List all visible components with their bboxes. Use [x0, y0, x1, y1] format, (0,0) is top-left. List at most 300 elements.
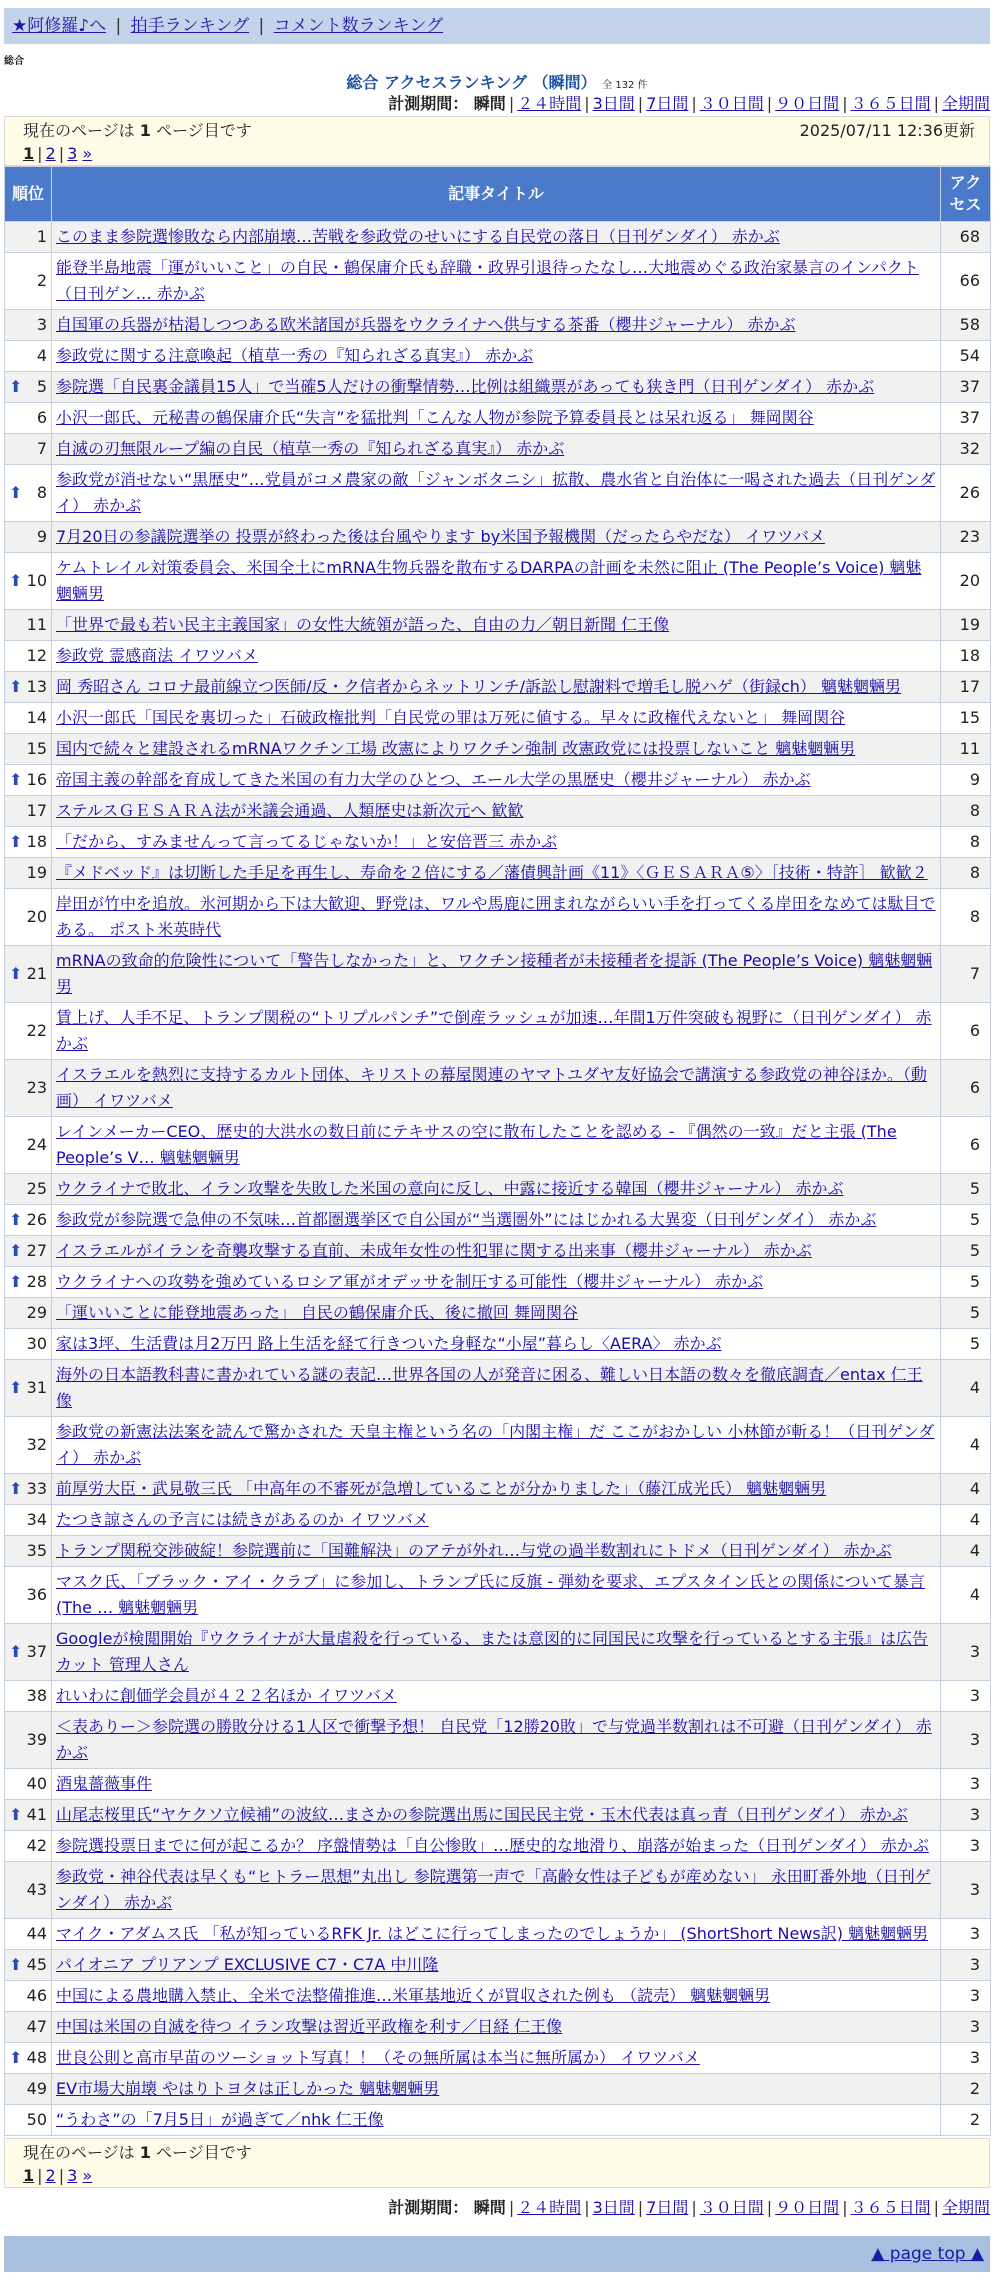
period-link-3[interactable]: ３０日間 [699, 2198, 764, 2217]
table-row [5, 1329, 991, 1360]
rank-cell [5, 1174, 52, 1205]
article-link[interactable]: mRNAの致命的危険性について「警告しなかった」と、ワクチン接種者が未接種者を提訴 (The People’s Voice) 魑魅魍魎男 [56, 951, 933, 996]
rank-cell [5, 403, 52, 434]
period-link-6[interactable]: 全期間 [941, 2198, 990, 2217]
table-row [5, 2012, 991, 2043]
table-row [5, 1800, 991, 1831]
page-current: 1 [23, 144, 35, 163]
table-row [5, 2105, 991, 2136]
article-link[interactable]: 能登半島地震「運がいいこと」の自民・鶴保庸介氏も辞職・政界引退待ったなし…大地震めぐる政治家暴言のインパクト（日刊ゲン… 赤かぶ [56, 258, 919, 303]
page-title-text: 総合 アクセスランキング （瞬間） [346, 73, 597, 92]
rank-number: 17 [26, 801, 47, 820]
access-count: 3 [941, 2012, 991, 2043]
access-count: 5 [941, 1205, 991, 1236]
access-count: 5 [941, 1329, 991, 1360]
title-cell [52, 465, 941, 522]
table-row [5, 1712, 991, 1769]
page-link-2[interactable]: 2 [45, 2166, 56, 2185]
rank-number: 12 [26, 646, 47, 665]
rank-number: 26 [26, 1210, 47, 1229]
period-link-1[interactable]: 3日間 [592, 2198, 635, 2217]
rank-cell [5, 1831, 52, 1862]
rank-cell [5, 1681, 52, 1712]
updated-timestamp: 2025/07/11 12:36更新 [799, 121, 975, 140]
article-link[interactable]: 参政党が消せない“黒歴史”…党員がコメ農家の敵「ジャンボタニシ」拡散、農水省と自治体に一喝された過去（日刊ゲンダイ） 赤かぶ [56, 470, 936, 515]
table-row [5, 1360, 991, 1417]
rank-cell [5, 465, 52, 522]
rank-number: 38 [26, 1686, 47, 1705]
article-link[interactable]: 中国による農地購入禁止、全米で法整備推進…米軍基地近くが買収された例も （読売） 魑魅魍魎男 [56, 1986, 771, 2005]
rank-number: 3 [36, 315, 47, 334]
article-link[interactable]: パイオニア プリアンプ EXCLUSIVE C7・C7A 中川隆 [56, 1955, 439, 1974]
page-next-link[interactable]: » [82, 2166, 93, 2185]
page-separator: | [37, 144, 43, 163]
article-link[interactable]: 参政党に関する注意喚起（植草一秀の『知られざる真実』） 赤かぶ [56, 346, 534, 365]
period-link-4[interactable]: ９０日間 [775, 2198, 840, 2217]
period-link-3[interactable]: ３０日間 [699, 94, 764, 113]
rank-number: 24 [26, 1135, 47, 1154]
table-row [5, 1950, 991, 1981]
title-cell [52, 522, 941, 553]
rank-cell [5, 1329, 52, 1360]
page-link-3[interactable]: 3 [67, 2166, 78, 2185]
article-link[interactable]: 自国軍の兵器が枯渇しつつある欧米諸国が兵器をウクライナへ供与する茶番（櫻井ジャーナル） 赤かぶ [56, 315, 796, 334]
table-row [5, 765, 991, 796]
rank-cell [5, 889, 52, 946]
rank-number: 7 [36, 439, 47, 458]
rank-cell [5, 1474, 52, 1505]
period-separator: | [584, 2198, 590, 2217]
period-link-0[interactable]: ２４時間 [517, 2198, 582, 2217]
article-link[interactable]: 中国は米国の自滅を待つ イラン攻撃は習近平政権を利す／日経 仁王像 [56, 2017, 563, 2036]
page-next-link[interactable]: » [82, 144, 93, 163]
article-link[interactable]: 参院選投票日までに何が起こるか？ 序盤情勢は「自公惨敗」…歴史的な地滑り、崩落が始まった（日刊ゲンダイ） 赤かぶ [56, 1836, 929, 1855]
title-cell [52, 310, 941, 341]
period-separator: | [933, 94, 939, 113]
title-cell [52, 1919, 941, 1950]
access-count: 5 [941, 1267, 991, 1298]
article-link[interactable]: 家は3坪、生活費は月2万円 路上生活を経て行きついた身軽な“小屋”暮らし〈AERA〉 赤かぶ [56, 1334, 722, 1353]
article-link[interactable]: マスク氏、「ブラック・アイ・クラブ」に参加し、トランプ氏に反旗 - 弾劾を要求、エプスタイン氏との関係について暴言 (The … 魑魅魍魎男 [56, 1572, 925, 1617]
rank-number: 6 [36, 408, 47, 427]
period-separator: | [584, 94, 590, 113]
period-link-1[interactable]: 3日間 [592, 94, 635, 113]
period-link-6[interactable]: 全期間 [941, 94, 990, 113]
article-link[interactable]: れいわに創価学会員が４２２名ほか イワツバメ [56, 1686, 397, 1705]
rank-number: 19 [26, 863, 47, 882]
rank-cell [5, 222, 52, 253]
article-link[interactable]: ＜表ありー＞参院選の勝敗分ける1人区で衝撃予想！ 自民党「12勝20敗」で与党過半数割れは不可避（日刊ゲンダイ） 赤かぶ [56, 1717, 932, 1762]
pagination-box-bottom [4, 2138, 990, 2188]
period-link-2[interactable]: 7日間 [646, 94, 689, 113]
rank-cell [5, 1536, 52, 1567]
rank-number: 27 [26, 1241, 47, 1260]
table-row [5, 1769, 991, 1800]
article-link[interactable]: 7月20日の参議院選挙の 投票が終わった後は台風やります by米国予報機関（だったらやだな） イワツバメ [56, 527, 825, 546]
access-count: 3 [941, 1800, 991, 1831]
title-cell [52, 222, 941, 253]
access-count: 2 [941, 2074, 991, 2105]
access-count: 3 [941, 1712, 991, 1769]
access-count: 68 [941, 222, 991, 253]
article-link[interactable]: 参政党が参院選で急伸の不気味…首都圏選挙区で自公国が“当選圏外”にはじかれる大異変（日刊ゲンダイ） 赤かぶ [56, 1210, 877, 1229]
access-count: 19 [941, 610, 991, 641]
rank-cell [5, 1769, 52, 1800]
rank-number: 47 [26, 2017, 47, 2036]
article-link[interactable]: 参政党の新憲法法案を読んで驚かされた 天皇主権という名の「内閣主権」だ ここがおかしい 小林節が斬る！（日刊ゲンダイ） 赤かぶ [56, 1422, 935, 1467]
article-link[interactable]: 海外の日本語教科書に書かれている謎の表記…世界各国の人が発音に困る、難しい日本語の数々を徹底調査／entax 仁王像 [56, 1365, 923, 1410]
rank-cell [5, 1950, 52, 1981]
page-separator: | [37, 2166, 43, 2185]
rank-up-arrow-icon: ⬆ [9, 1642, 23, 1661]
rank-cell [5, 1919, 52, 1950]
article-link[interactable]: 岸田が竹中を追放。氷河期から下は大歓迎、野党は、ワルや馬鹿に囲まれながらいい手を打ってくる岸田をなめては駄目である。 ポスト米英時代 [56, 894, 936, 939]
table-row [5, 372, 991, 403]
title-cell [52, 734, 941, 765]
access-count: 32 [941, 434, 991, 465]
access-count: 37 [941, 403, 991, 434]
article-link[interactable]: 国内で続々と建設されるmRNAワクチン工場 改憲によりワクチン強制 改憲政党には投票しないこと 魑魅魍魎男 [56, 739, 856, 758]
rank-cell [5, 1624, 52, 1681]
nav-link-clap-ranking[interactable]: 拍手ランキング [130, 16, 250, 36]
article-link[interactable]: 「世界で最も若い民主主義国家」の女性大統領が語った、自由の力／朝日新聞 仁王像 [56, 615, 670, 634]
title-cell [52, 641, 941, 672]
rank-number: 15 [26, 739, 47, 758]
table-row [5, 946, 991, 1003]
rank-number: 50 [26, 2110, 47, 2129]
rank-number: 20 [26, 907, 47, 926]
period-link-4[interactable]: ９０日間 [775, 94, 840, 113]
access-count: 58 [941, 310, 991, 341]
current-page-suffix: ページ目です [156, 121, 252, 140]
rank-cell [5, 2105, 52, 2136]
category-label: 総合 [4, 56, 24, 67]
rank-cell [5, 1298, 52, 1329]
rank-up-arrow-icon: ⬆ [9, 1805, 23, 1824]
article-link[interactable]: イスラエルがイランを奇襲攻撃する直前、未成年女性の性犯罪に関する出来事（櫻井ジャーナル） 赤かぶ [56, 1241, 812, 1260]
article-link[interactable]: たつき諒さんの予言には続きがあるのか イワツバメ [56, 1510, 429, 1529]
current-page-text-bottom [23, 2141, 252, 2165]
rank-number: 44 [26, 1924, 47, 1943]
period-link-2[interactable]: 7日間 [646, 2198, 689, 2217]
ranking-table [4, 166, 991, 2136]
title-cell [52, 703, 941, 734]
rank-cell [5, 1505, 52, 1536]
page-links [23, 143, 975, 165]
article-link[interactable]: マイク・アダムス氏 「私が知っているRFK Jr. はどこに行ってしまったのでしょうか」 (ShortShort News訳) 魑魅魍魎男 [56, 1924, 929, 1943]
nav-link-comment-ranking[interactable]: コメント数ランキング [273, 16, 444, 36]
title-cell [52, 2105, 941, 2136]
period-current: 瞬間 [473, 94, 506, 113]
rank-cell [5, 1267, 52, 1298]
rank-up-arrow-icon: ⬆ [9, 483, 23, 502]
rank-cell [5, 1981, 52, 2012]
rank-cell [5, 434, 52, 465]
page-link-2[interactable]: 2 [45, 144, 56, 163]
header-access: アクセス [941, 167, 991, 222]
rank-cell [5, 858, 52, 889]
access-count: 37 [941, 372, 991, 403]
rank-cell [5, 1567, 52, 1624]
table-row [5, 1681, 991, 1712]
title-cell [52, 253, 941, 310]
period-label: 計測期間： [388, 2198, 474, 2217]
article-link[interactable]: 山尾志桜里氏“ヤケクソ立候補”の波紋…まさかの参院選出馬に国民民主党・玉木代表は真っ青（日刊ゲンダイ） 赤かぶ [56, 1805, 908, 1824]
rank-number: 42 [26, 1836, 47, 1855]
article-link[interactable]: EV市場大崩壊 やはりトヨタは正しかった 魑魅魍魎男 [56, 2079, 440, 2098]
article-link[interactable]: トランプ関税交渉破綻！参院選前に「国難解決」のアテが外れ…与党の過半数割れにトドメ（日刊ゲンダイ） 赤かぶ [56, 1541, 892, 1560]
rank-number: 34 [26, 1510, 47, 1529]
title-cell [52, 1417, 941, 1474]
table-row [5, 1474, 991, 1505]
table-row [5, 522, 991, 553]
period-link-0[interactable]: ２４時間 [517, 94, 582, 113]
page-top-link[interactable]: ▲ page top ▲ [871, 2244, 984, 2264]
title-cell [52, 858, 941, 889]
title-cell [52, 372, 941, 403]
article-link[interactable]: 参院選「自民裏金議員15人」で当確5人だけの衝撃情勢…比例は組織票があっても狭き門（日刊ゲンダイ） 赤かぶ [56, 377, 875, 396]
rank-number: 10 [26, 571, 47, 590]
period-separator: | [842, 2198, 848, 2217]
rank-cell [5, 765, 52, 796]
article-link[interactable]: ステルスＧＥＳＡＲＡ法が米議会通過、人類歴史は新次元へ 歓歓 [56, 801, 524, 820]
table-row [5, 1981, 991, 2012]
rank-number: 16 [26, 770, 47, 789]
title-cell [52, 1862, 941, 1919]
title-cell [52, 2074, 941, 2105]
access-count: 3 [941, 1919, 991, 1950]
article-link[interactable]: 『メドベッド』は切断した手足を再生し、寿命を２倍にする／藩債興計画《11》〈ＧＥＳＡＲＡ⑤〉［技術・特許］ 歓歓２ [56, 863, 928, 882]
period-separator: | [691, 94, 697, 113]
rank-number: 40 [26, 1774, 47, 1793]
rank-cell [5, 796, 52, 827]
rank-number: 46 [26, 1986, 47, 2005]
rank-cell [5, 310, 52, 341]
article-link[interactable]: ウクライナへの攻勢を強めているロシア軍がオデッサを制圧する可能性（櫻井ジャーナル） 赤かぶ [56, 1272, 764, 1291]
rank-up-arrow-icon: ⬆ [9, 1210, 23, 1229]
rank-number: 43 [26, 1880, 47, 1899]
nav-separator: | [115, 16, 122, 36]
title-cell [52, 1712, 941, 1769]
period-label: 計測期間： [388, 94, 474, 113]
table-row [5, 553, 991, 610]
period-link-5[interactable]: ３６５日間 [850, 2198, 931, 2217]
rank-cell [5, 553, 52, 610]
access-count: 9 [941, 765, 991, 796]
rank-up-arrow-icon: ⬆ [9, 377, 23, 396]
table-row [5, 1505, 991, 1536]
rank-cell [5, 734, 52, 765]
table-row [5, 1831, 991, 1862]
period-separator: | [691, 2198, 697, 2217]
article-link[interactable]: イスラエルを熱烈に支持するカルト団体、キリストの幕屋関連のヤマトユダヤ友好協会で講演する参政党の神谷ほか。（動画） イワツバメ [56, 1065, 927, 1110]
rank-up-arrow-icon: ⬆ [9, 1955, 23, 1974]
title-cell [52, 1060, 941, 1117]
period-separator: | [508, 94, 515, 113]
access-count: 54 [941, 341, 991, 372]
title-cell [52, 1567, 941, 1624]
current-page-prefix: 現在のページは [23, 121, 135, 140]
top-navigation [4, 8, 990, 44]
access-count: 4 [941, 1536, 991, 1567]
article-link[interactable]: 前厚労大臣・武見敬三氏 「中高年の不審死が急増していることが分かりました」（藤江成光氏） 魑魅魍魎男 [56, 1479, 827, 1498]
title-cell [52, 434, 941, 465]
page-title [4, 70, 990, 92]
rank-cell [5, 641, 52, 672]
title-cell [52, 1236, 941, 1267]
rank-up-arrow-icon: ⬆ [9, 1272, 23, 1291]
title-cell [52, 2043, 941, 2074]
table-row [5, 341, 991, 372]
rank-cell [5, 1205, 52, 1236]
title-cell [52, 1298, 941, 1329]
rank-number: 29 [26, 1303, 47, 1322]
rank-number: 5 [36, 377, 47, 396]
nav-link-asyura[interactable]: ★阿修羅♪へ [12, 16, 107, 36]
access-count: 6 [941, 1117, 991, 1174]
rank-cell [5, 2074, 52, 2105]
title-cell [52, 1831, 941, 1862]
title-cell [52, 1800, 941, 1831]
table-row [5, 465, 991, 522]
rank-up-arrow-icon: ⬆ [9, 1241, 23, 1260]
title-cell [52, 553, 941, 610]
article-link[interactable]: 参政党・神谷代表は早くも“ヒトラー思想”丸出し 参院選第一声で「高齢女性は子どもが産めない」 永田町番外地（日刊ゲンダイ） 赤かぶ [56, 1867, 931, 1912]
title-cell [52, 889, 941, 946]
rank-number: 13 [26, 677, 47, 696]
title-cell [52, 1003, 941, 1060]
article-link[interactable]: 酒鬼薔薇事件 [56, 1774, 153, 1793]
page-current: 1 [23, 2166, 35, 2185]
table-row [5, 1417, 991, 1474]
article-link[interactable]: このまま参院選惨敗なら内部崩壊…苦戦を参政党のせいにする自民党の落日（日刊ゲンダイ） 赤かぶ [56, 227, 780, 246]
rank-number: 37 [26, 1642, 47, 1661]
footer-bar [4, 2236, 990, 2272]
rank-number: 36 [26, 1585, 47, 1604]
access-count: 26 [941, 465, 991, 522]
page-separator: | [58, 144, 65, 163]
article-link[interactable]: 「だから、すみませんって言ってるじゃないか！」と安倍晋三 赤かぶ [56, 832, 558, 851]
title-cell [52, 1205, 941, 1236]
table-row [5, 1236, 991, 1267]
current-page-suffix: ページ目です [156, 2143, 252, 2162]
article-link[interactable]: 小沢一郎氏、元秘書の鶴保庸介氏“失言”を猛批判「こんな人物が参院予算委員長とは呆れ返る」 舞岡関谷 [56, 408, 814, 427]
access-count: 20 [941, 553, 991, 610]
access-count: 3 [941, 2043, 991, 2074]
table-row [5, 703, 991, 734]
access-count: 5 [941, 1174, 991, 1205]
rank-up-arrow-icon: ⬆ [9, 677, 23, 696]
access-count: 66 [941, 253, 991, 310]
article-link[interactable]: “うわさ”の「7月5日」が過ぎて／nhk 仁王像 [56, 2110, 384, 2129]
rank-cell [5, 827, 52, 858]
title-cell [52, 1981, 941, 2012]
rank-up-arrow-icon: ⬆ [9, 770, 23, 789]
title-cell [52, 1536, 941, 1567]
article-link[interactable]: 参政党 霊感商法 イワツバメ [56, 646, 258, 665]
rank-cell [5, 1712, 52, 1769]
title-cell [52, 1360, 941, 1417]
rank-number: 18 [26, 832, 47, 851]
table-row [5, 1174, 991, 1205]
rank-cell [5, 341, 52, 372]
total-count: 全 132 件 [602, 80, 648, 91]
rank-cell [5, 703, 52, 734]
page-links-bottom [23, 2165, 975, 2187]
article-link[interactable]: 小沢一郎氏「国民を裏切った」石破政権批判「自民党の罪は万死に値する。早々に政権代えないと」 舞岡関谷 [56, 708, 846, 727]
rank-cell [5, 2043, 52, 2074]
current-page-number: 1 [139, 2143, 151, 2162]
rank-up-arrow-icon: ⬆ [9, 1378, 23, 1397]
access-count: 3 [941, 1862, 991, 1919]
period-selector-bottom [4, 2188, 990, 2228]
access-count: 4 [941, 1505, 991, 1536]
access-count: 11 [941, 734, 991, 765]
article-link[interactable]: 帝国主義の幹部を育成してきた米国の有力大学のひとつ、エール大学の黒歴史（櫻井ジャーナル） 赤かぶ [56, 770, 811, 789]
access-count: 3 [941, 1769, 991, 1800]
access-count: 6 [941, 1060, 991, 1117]
access-count: 6 [941, 1003, 991, 1060]
title-cell [52, 946, 941, 1003]
article-link[interactable]: レインメーカーCEO、歴史的大洪水の数日前にテキサスの空に散布したことを認める - 『偶然の一致』だと主張 (The People’s V… 魑魅魍魎男 [56, 1122, 897, 1167]
rank-number: 1 [36, 227, 47, 246]
rank-up-arrow-icon: ⬆ [9, 1479, 23, 1498]
rank-number: 39 [26, 1730, 47, 1749]
rank-number: 21 [26, 964, 47, 983]
rank-cell [5, 1800, 52, 1831]
rank-number: 23 [26, 1078, 47, 1097]
table-row [5, 1624, 991, 1681]
rank-cell [5, 672, 52, 703]
title-cell [52, 1474, 941, 1505]
access-count: 8 [941, 827, 991, 858]
period-separator: | [766, 94, 773, 113]
article-link[interactable]: 賃上げ、人手不足、トランプ関税の“トリプルパンチ”で倒産ラッシュが加速…年間1万件突破も視野に（日刊ゲンダイ） 赤かぶ [56, 1008, 932, 1053]
rank-number: 4 [36, 346, 47, 365]
period-link-5[interactable]: ３６５日間 [850, 94, 931, 113]
article-link[interactable]: 岡 秀昭さん コロナ最前線立つ医師/反・ク信者からネットリンチ/訴訟し慰謝料で増毛し脱ハゲ（街録ch） 魑魅魍魎男 [56, 677, 901, 696]
table-row [5, 434, 991, 465]
rank-number: 8 [36, 483, 47, 502]
access-count: 8 [941, 858, 991, 889]
page-link-3[interactable]: 3 [67, 144, 78, 163]
article-link[interactable]: 「運いいことに能登地震あった」 自民の鶴保庸介氏、後に撤回 舞岡関谷 [56, 1303, 579, 1322]
table-row [5, 641, 991, 672]
rank-cell [5, 1862, 52, 1919]
article-link[interactable]: ウクライナで敗北、イラン攻撃を失敗した米国の意向に反し、中露に接近する韓国（櫻井ジャーナル） 赤かぶ [56, 1179, 844, 1198]
article-link[interactable]: 世良公則と高市早苗のツーショット写真！！（その無所属は本当に無所属か） イワツバメ [56, 2048, 700, 2067]
access-count: 3 [941, 1681, 991, 1712]
header-rank: 順位 [5, 167, 52, 222]
access-count: 3 [941, 1831, 991, 1862]
page-separator: | [58, 2166, 65, 2185]
title-cell [52, 2012, 941, 2043]
table-row [5, 1919, 991, 1950]
access-count: 3 [941, 1950, 991, 1981]
table-row [5, 1567, 991, 1624]
article-link[interactable]: 自滅の刃無限ループ編の自民（植草一秀の『知られざる真実』） 赤かぶ [56, 439, 565, 458]
period-separator: | [842, 94, 848, 113]
rank-number: 11 [26, 615, 47, 634]
rank-up-arrow-icon: ⬆ [9, 832, 23, 851]
table-row [5, 1205, 991, 1236]
current-page-text [23, 119, 252, 143]
period-separator: | [508, 2198, 515, 2217]
table-row [5, 1060, 991, 1117]
article-link[interactable]: Googleが検閲開始『ウクライナが大量虐殺を行っている、または意図的に同国民に攻撃を行っているとする主張』は広告カット 管理人さん [56, 1629, 928, 1674]
rank-number: 33 [26, 1479, 47, 1498]
article-link[interactable]: ケムトレイル対策委員会、米国全土にmRNA生物兵器を散布するDARPAの計画を未然に阻止 (The People’s Voice) 魑魅魍魎男 [56, 558, 922, 603]
